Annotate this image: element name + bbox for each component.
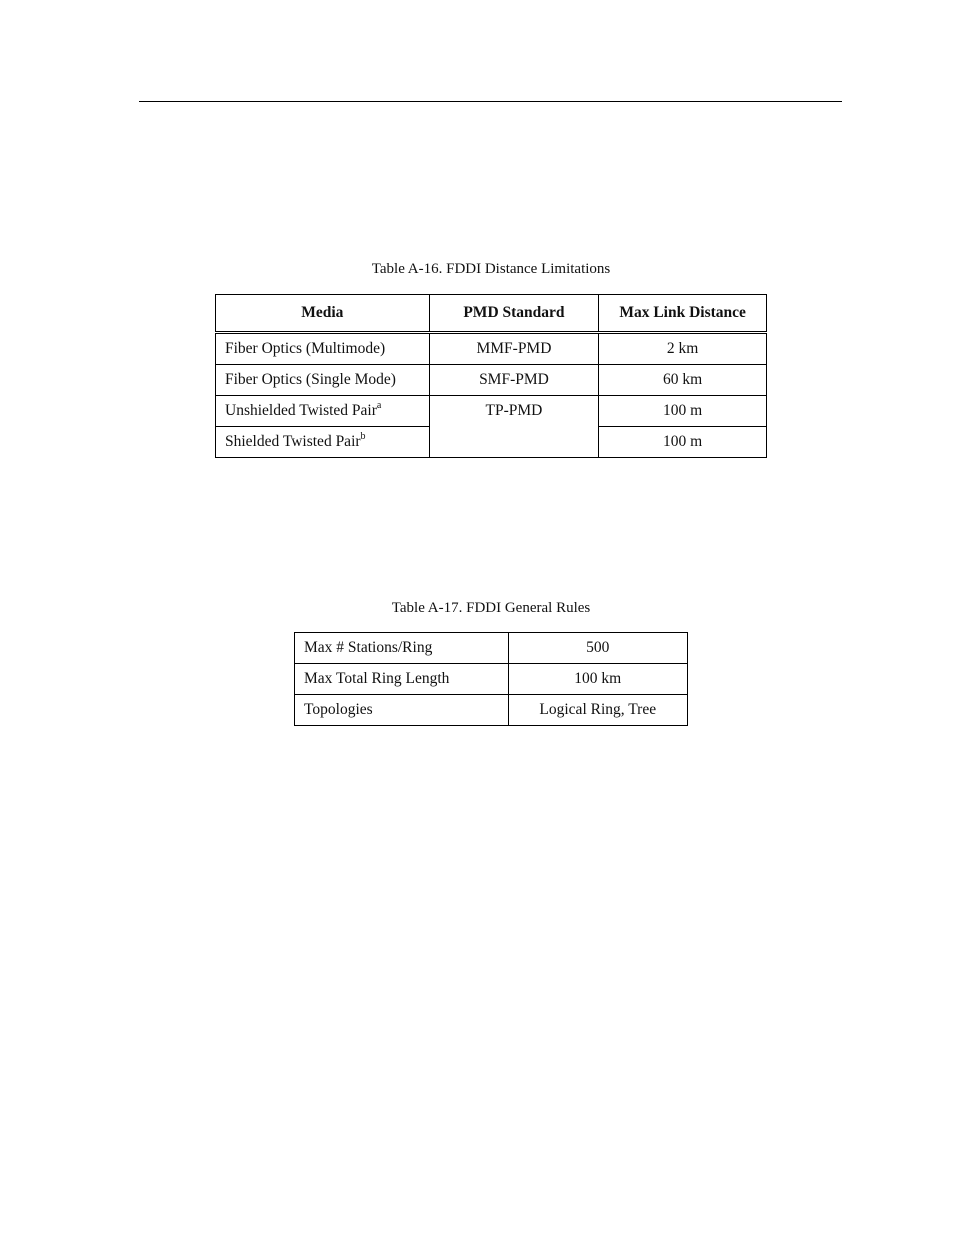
- pmd-cell: MMF-PMD: [429, 333, 599, 365]
- table-header-row: [216, 295, 767, 333]
- media-text: Shielded Twisted Pair: [225, 433, 361, 450]
- pmd-cell: TP-PMD: [429, 396, 599, 458]
- rule-value-cell: Logical Ring, Tree: [508, 695, 688, 726]
- footnote-marker: b: [360, 430, 366, 442]
- table-row: [295, 664, 688, 695]
- table-a16-caption: Table A-16. FDDI Distance Limitations: [371, 261, 611, 277]
- media-cell: [216, 427, 430, 458]
- distance-cell: 100 m: [599, 396, 767, 427]
- fddi-distance-limitations-table: [215, 294, 767, 458]
- header-pmd-standard: PMD Standard: [429, 295, 599, 333]
- rule-label-cell: Max Total Ring Length: [295, 664, 509, 695]
- media-cell: Fiber Optics (Single Mode): [216, 365, 430, 396]
- media-text: Unshielded Twisted Pair: [225, 402, 377, 419]
- footnote-marker: a: [376, 399, 382, 411]
- table-row: [216, 396, 767, 427]
- rule-label-cell: Max # Stations/Ring: [295, 633, 509, 664]
- pmd-cell: SMF-PMD: [429, 365, 599, 396]
- header-max-link-distance: Max Link Distance: [599, 295, 767, 333]
- header-rule: [139, 101, 842, 102]
- media-cell: Fiber Optics (Multimode): [216, 333, 430, 365]
- rule-value-cell: 500: [508, 633, 688, 664]
- table-row: [295, 633, 688, 664]
- distance-cell: 2 km: [599, 333, 767, 365]
- rule-value-cell: 100 km: [508, 664, 688, 695]
- distance-cell: 100 m: [599, 427, 767, 458]
- rule-label-cell: Topologies: [295, 695, 509, 726]
- table-row: [216, 365, 767, 396]
- distance-cell: 60 km: [599, 365, 767, 396]
- media-cell: [216, 396, 430, 427]
- header-media: Media: [216, 295, 430, 333]
- fddi-general-rules-table: [294, 632, 688, 726]
- table-row: [216, 333, 767, 365]
- table-row: [295, 695, 688, 726]
- table-a17-caption: Table A-17. FDDI General Rules: [391, 600, 591, 616]
